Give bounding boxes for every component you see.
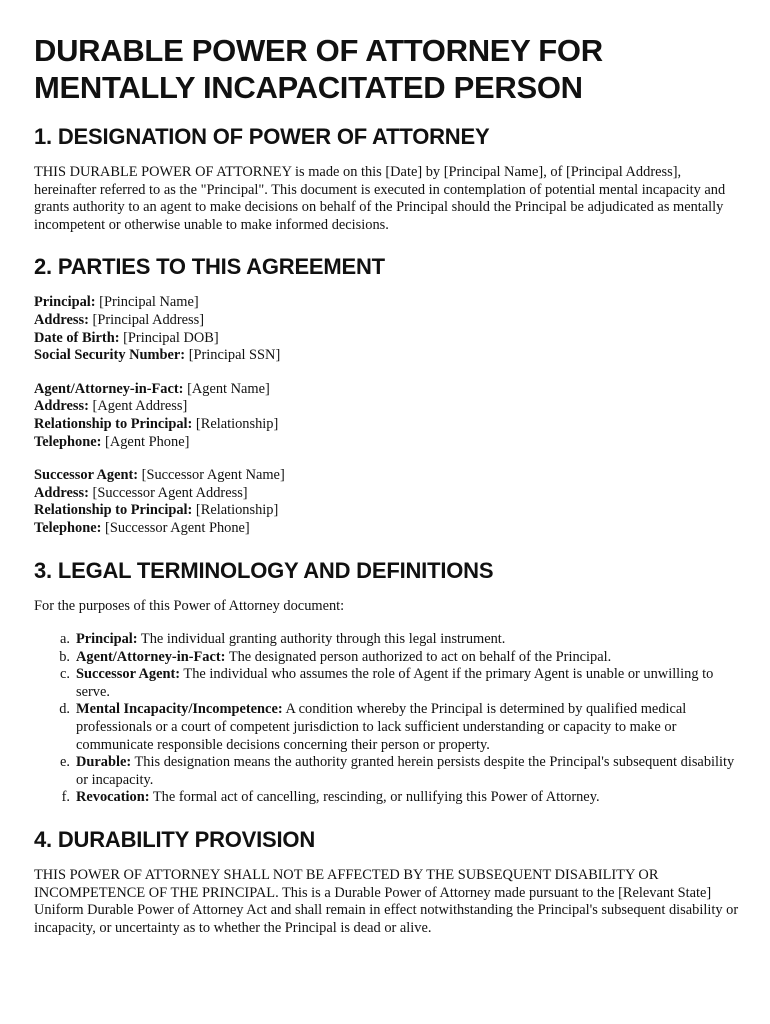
- successor-agent-telephone-field: [34, 520, 739, 538]
- field-label: Telephone:: [34, 519, 102, 536]
- section-2-heading: 2. PARTIES TO THIS AGREEMENT: [34, 254, 385, 280]
- section-4-body: THIS POWER OF ATTORNEY SHALL NOT BE AFFECTED BY THE SUBSEQUENT DISABILITY OR INCOMPETENCE OF THE PRINCIPAL. This is a Durable Power of Attorney made pursuant to the [Relevant State] Uniform Durable Power of Attorney Act and shall remain in effect notwithstanding the Principal's subsequent disability or incapacity, or uncertainty as to whether the Principal is dead or alive.: [34, 867, 739, 936]
- definitions-list: [34, 631, 739, 807]
- list-marker: c.: [60, 666, 70, 683]
- field-label: Address:: [34, 311, 89, 328]
- field-label: Address:: [34, 398, 89, 415]
- field-value: [Principal SSN]: [188, 347, 281, 364]
- document-title-line-2: MENTALLY INCAPACITATED PERSON: [34, 70, 583, 105]
- field-label: Agent/Attorney-in-Fact:: [34, 380, 184, 397]
- field-value: [Successor Agent Name]: [141, 467, 285, 484]
- field-label: Successor Agent:: [34, 467, 139, 484]
- agent-details: [34, 381, 739, 451]
- field-label: Social Security Number:: [34, 347, 186, 364]
- field-value: [Principal Name]: [99, 294, 199, 311]
- field-label: Telephone:: [34, 433, 102, 450]
- section-3-heading: 3. LEGAL TERMINOLOGY AND DEFINITIONS: [34, 557, 494, 583]
- field-value: [Agent Address]: [92, 398, 188, 415]
- definition-term: Revocation:: [76, 789, 150, 806]
- field-label: Relationship to Principal:: [34, 415, 193, 432]
- definition-term: Agent/Attorney-in-Fact:: [76, 648, 226, 665]
- list-marker: a.: [60, 631, 70, 648]
- definition-term: Durable:: [76, 754, 132, 771]
- definition-term: Mental Incapacity/Incompetence:: [76, 701, 283, 718]
- definition-text: The designated person authorized to act on behalf of the Principal.: [228, 648, 612, 665]
- definition-item: [34, 649, 739, 667]
- list-marker: e.: [60, 754, 70, 771]
- definition-text: A condition whereby the Principal is determined by qualified medical professionals or a court of competent jurisdiction to lack sufficient understanding or capacity to make or communicate responsible decisions concerning their person or property.: [76, 701, 687, 753]
- definition-item: [34, 631, 739, 649]
- definition-text: This designation means the authority granted herein persists despite the Principal's subsequent disability or incapacity.: [76, 754, 735, 788]
- definition-text: The formal act of cancelling, rescinding, or nullifying this Power of Attorney.: [152, 789, 600, 806]
- list-marker: b.: [59, 648, 70, 665]
- successor-agent-relationship-field: [34, 502, 739, 520]
- principal-details: [34, 294, 739, 364]
- field-value: [Principal DOB]: [123, 329, 219, 346]
- field-value: [Agent Phone]: [105, 433, 190, 450]
- definition-term: Successor Agent:: [76, 666, 181, 683]
- document-page: [34, 32, 739, 957]
- field-value: [Successor Agent Address]: [92, 484, 248, 501]
- principal-name-field: [34, 294, 739, 312]
- agent-name-field: [34, 381, 739, 399]
- field-value: [Relationship]: [195, 502, 279, 519]
- definition-term: Principal:: [76, 631, 138, 648]
- section-1-heading: 1. DESIGNATION OF POWER OF ATTORNEY: [34, 124, 490, 149]
- successor-agent-address-field: [34, 485, 739, 503]
- field-label: Principal:: [34, 294, 96, 311]
- definition-text: The individual granting authority through this legal instrument.: [140, 631, 506, 648]
- definition-item: [34, 789, 739, 807]
- field-label: Date of Birth:: [34, 329, 120, 346]
- definition-item: [34, 701, 739, 754]
- list-marker: d.: [59, 701, 70, 718]
- principal-address-field: [34, 312, 739, 330]
- section-3-intro: For the purposes of this Power of Attorney document:: [34, 597, 345, 614]
- definition-item: [34, 754, 739, 789]
- list-marker: f.: [61, 789, 70, 806]
- field-label: Relationship to Principal:: [34, 502, 193, 519]
- agent-telephone-field: [34, 434, 739, 452]
- principal-ssn-field: [34, 347, 739, 365]
- document-title: [34, 32, 739, 106]
- agent-relationship-field: [34, 416, 739, 434]
- section-4-heading: 4. DURABILITY PROVISION: [34, 827, 316, 853]
- successor-agent-name-field: [34, 467, 739, 485]
- field-value: [Relationship]: [195, 415, 279, 432]
- definition-item: [34, 666, 739, 701]
- definition-text: The individual who assumes the role of Agent if the primary Agent is unable or unwilling to serve.: [76, 666, 714, 700]
- successor-agent-details: [34, 467, 739, 537]
- field-label: Address:: [34, 484, 89, 501]
- field-value: [Successor Agent Phone]: [105, 519, 250, 536]
- agent-address-field: [34, 398, 739, 416]
- field-value: [Principal Address]: [92, 311, 205, 328]
- principal-dob-field: [34, 330, 739, 348]
- section-1-body: THIS DURABLE POWER OF ATTORNEY is made on this [Date] by [Principal Name], of [Principal Address], hereinafter referred to as the "Principal". This document is executed in contemplation of potential mental incapacity and grants authority to an agent to make decisions on behalf of the Principal should the Principal be adjudicated as mentally incompetent or otherwise unable to make informed decisions.: [34, 164, 726, 233]
- field-value: [Agent Name]: [187, 380, 270, 397]
- document-title-line-1: DURABLE POWER OF ATTORNEY FOR: [34, 33, 603, 68]
